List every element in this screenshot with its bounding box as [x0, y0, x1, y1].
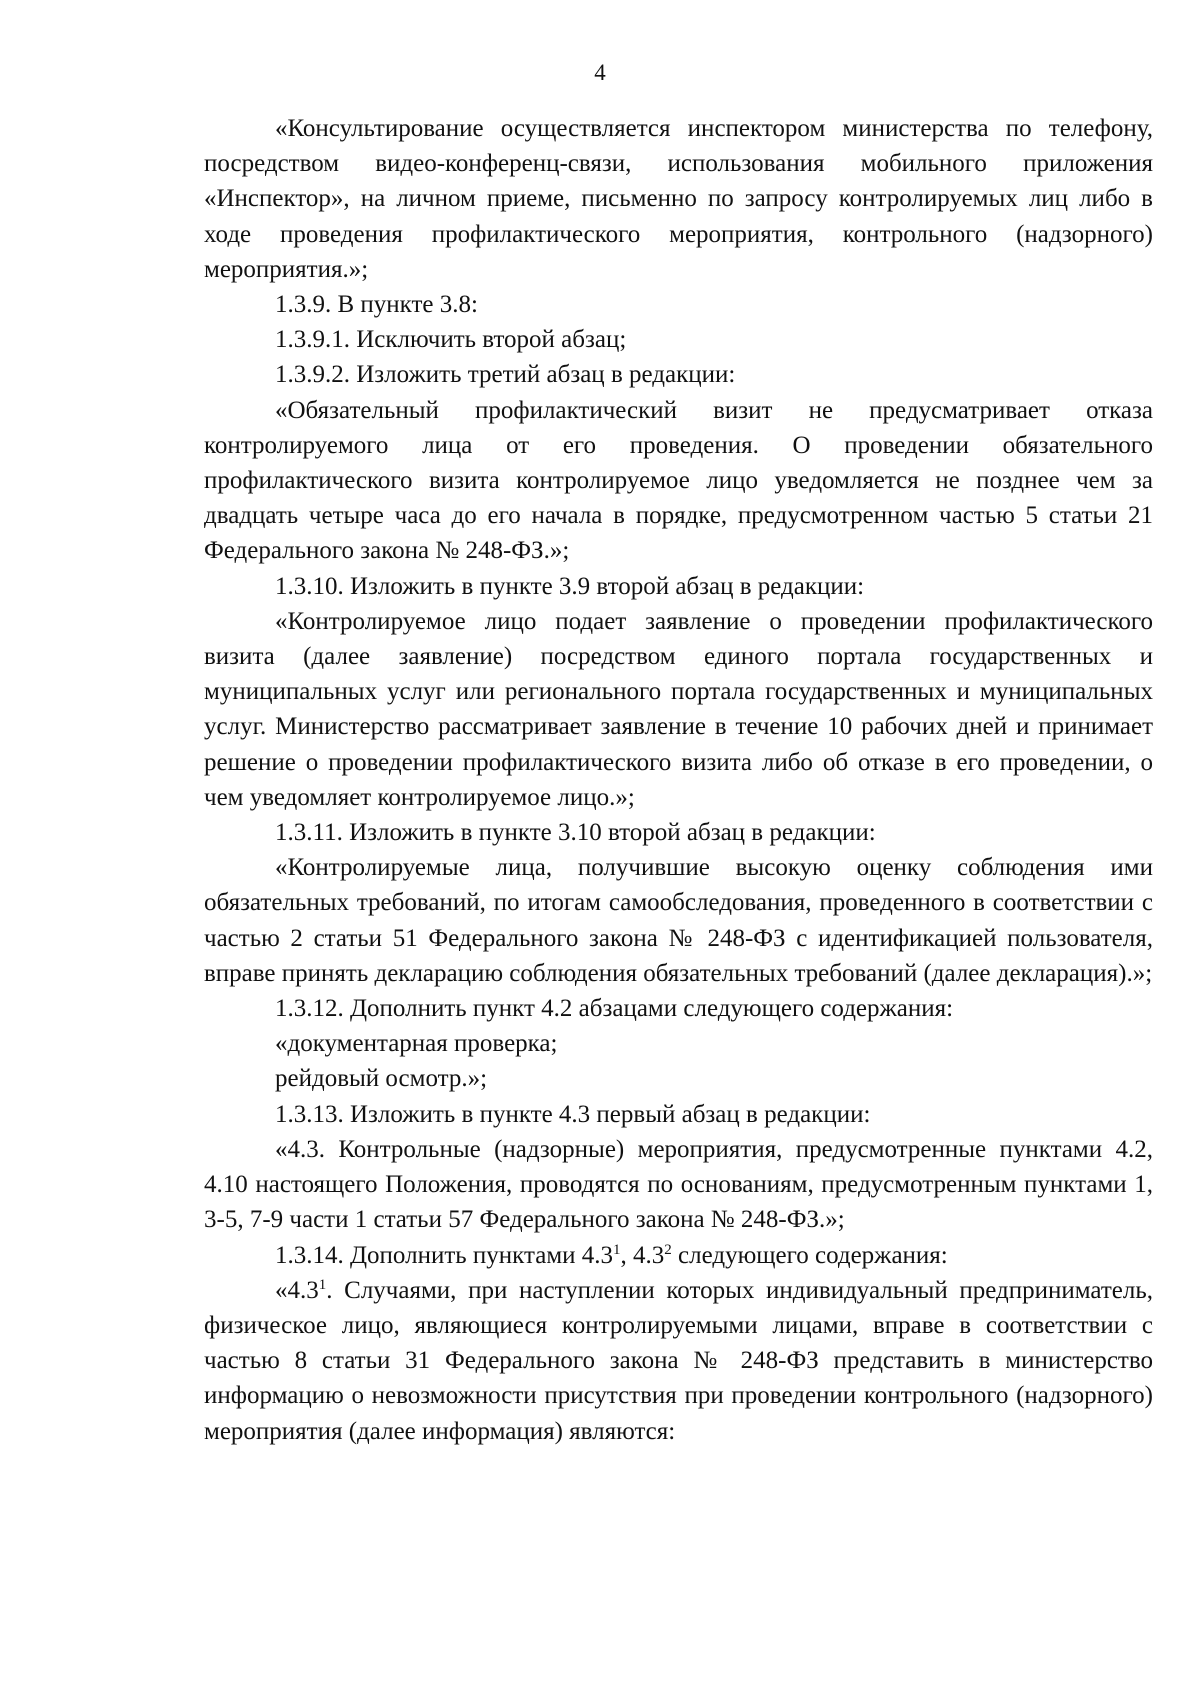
paragraph-declaration-quote: «Контролируемые лица, получившие высокую оценку соблюдения ими обязательных требований, по итогам самообследования, проведенного в соответствии с частью 2 статьи 51 Федерального закона № 248-ФЗ с идентификацией пользователя, вправе принять декларацию соблюдения обязательных требований (далее декларация).»; — [204, 854, 1153, 987]
paragraph-item-1-3-12: 1.3.12. Дополнить пункт 4.2 абзацами следующего содержания: — [275, 995, 954, 1023]
paragraph-item-1-3-13: 1.3.13. Изложить в пункте 4.3 первый абзац в редакции: — [275, 1100, 871, 1128]
paragraph-item-1-3-14 — [204, 1238, 1153, 1273]
item-4-3-1-prefix: «4.3 — [275, 1276, 319, 1304]
document-body — [204, 111, 1153, 1449]
paragraph-item-1-3-11: 1.3.11. Изложить в пункте 3.10 второй абзац в редакции: — [275, 819, 876, 847]
paragraph-raid-inspection: рейдовый осмотр.»; — [275, 1065, 488, 1093]
page-number: 4 — [594, 60, 606, 85]
paragraph-item-1-3-10: 1.3.10. Изложить в пункте 3.9 второй абзац в редакции: — [275, 572, 865, 600]
item-1-3-14-text-start: 1.3.14. Дополнить пунктами 4.3 — [275, 1241, 614, 1269]
paragraph-item-4-3-1 — [204, 1273, 1153, 1449]
paragraph-control-measures-quote: «4.3. Контрольные (надзорные) мероприятия, предусмотренные пунктами 4.2, 4.10 настоящего Положения, проводятся по основаниям, предусмотренным пунктами 1, 3-5, 7-9 части 1 статьи 57 Федерального закона № 248-ФЗ.»; — [204, 1135, 1153, 1234]
superscript-one: 1 — [613, 1241, 621, 1258]
paragraph-mandatory-visit-quote: «Обязательный профилактический визит не предусматривает отказа контролируемого лица от его проведения. О проведении обязательного профилактического визита контролируемое лицо уведомляется не позднее чем за двадцать четыре часа до его начала в порядке, предусмотренном частью 5 статьи 21 Федерального закона № 248-ФЗ.»; — [204, 396, 1153, 565]
item-4-3-1-text: . Случаями, при наступлении которых индивидуальный предприниматель, физическое лицо, являющиеся контролируемыми лицами, вправе в соответствии с частью 8 статьи 31 Федерального закона № 248-ФЗ представить в министерство информацию о невозможности присутствия при проведении контрольного (надзорного) мероприятия (далее информация) являются: — [204, 1276, 1153, 1445]
item-4-3-1-superscript: 1 — [318, 1276, 327, 1293]
item-1-3-14-text-middle: , 4.3 — [620, 1241, 665, 1269]
paragraph-application-quote: «Контролируемое лицо подает заявление о проведении профилактического визита (далее заявление) посредством единого портала государственных и муниципальных услуг или регионального портала государственных и муниципальных услуг. Министерство рассматривает заявление в течение 10 рабочих дней и принимает решение о проведении профилактического визита либо об отказе в его проведении, о чем уведомляет контролируемое лицо.»; — [204, 607, 1153, 811]
item-1-3-14-text-end: следующего содержания: — [671, 1241, 948, 1269]
superscript-two: 2 — [664, 1241, 672, 1258]
paragraph-item-1-3-9-1: 1.3.9.1. Исключить второй абзац; — [275, 326, 627, 354]
paragraph-item-1-3-9-2: 1.3.9.2. Изложить третий абзац в редакции: — [275, 361, 736, 389]
paragraph-consultation-quote: «Консультирование осуществляется инспектором министерства по телефону, посредством видео-конференц-связи, использования мобильного приложения «Инспектор», на личном приеме, письменно по запросу контролируемых лиц либо в ходе проведения профилактического мероприятия, контрольного (надзорного) мероприятия.»; — [204, 115, 1153, 283]
paragraph-documentary-check: «документарная проверка; — [275, 1030, 558, 1058]
paragraph-item-1-3-9: 1.3.9. В пункте 3.8: — [275, 291, 478, 319]
